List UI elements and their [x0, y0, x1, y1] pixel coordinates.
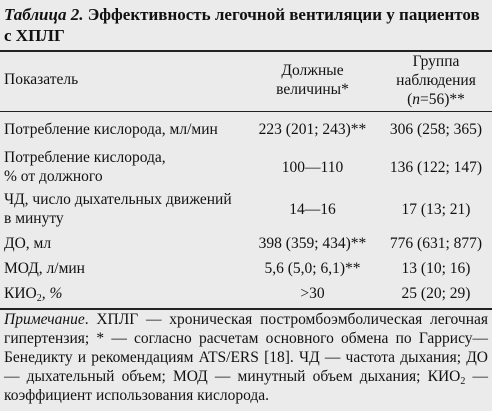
row-5-label: МОД, л/мин: [4, 260, 85, 277]
note-label: Примечание: [4, 311, 85, 328]
row-1-group: 306 (258; 365): [389, 121, 483, 138]
row-3-label: ЧД, число дыхательных движений в минуту: [4, 191, 232, 227]
row-3-expected: 14—16: [289, 201, 336, 218]
table-number: Таблица 2.: [4, 5, 84, 24]
table-note: Примечание. ХПЛГ — хроническая постромбоэмболическая легочная гипертензия; * — согласно расчетам основного обмена по Гаррису—Бенедикту и рекомендациям ATS/ERS [18]. ЧД — частота дыхания; ДО — дыхательный объем; МОД — минутный объем дыхания; $КИО_2$ — коэффициент использования кислорода.: [4, 311, 489, 404]
table-caption: [4, 4, 488, 46]
header-group: [380, 52, 492, 109]
header-expected: [250, 61, 375, 99]
header-group-line2: наблюдения: [396, 72, 476, 89]
row-4-expected: 398 (359; 434)**: [258, 235, 367, 252]
row-1-label: Потребление кислорода, мл/мин: [4, 121, 218, 138]
row-4-label: ДО, мл: [4, 235, 52, 252]
header-group-n: (n=56)**: [407, 91, 465, 108]
row-1-expected: 223 (201; 243)**: [258, 121, 367, 138]
row-6-group: 25 (20; 29): [401, 285, 471, 302]
row-2-expected: 100—110: [281, 159, 344, 176]
row-6-label: $КИО_2$, %: [4, 285, 63, 304]
row-4-group: 776 (631; 877): [389, 235, 483, 252]
row-2-group: 136 (122; 147): [389, 159, 483, 176]
row-6-expected: >30: [300, 285, 325, 302]
table-title: Эффективность легочной вентиляции у пациентов с ХПЛГ: [4, 5, 480, 45]
row-3-group: 17 (13; 21): [401, 201, 471, 218]
row-5-group: 13 (10; 16): [401, 260, 471, 277]
header-expected-line1: Должные: [281, 62, 344, 79]
header-expected-line2: величины*: [276, 81, 349, 98]
header-rule: [0, 111, 492, 112]
row-2-label: Потребление кислорода, % от должного: [4, 149, 166, 185]
row-5-expected: 5,6 (5,0; 6,1)**: [264, 260, 361, 277]
header-group-line1: Группа: [412, 53, 460, 70]
header-indicator: Показатель: [4, 71, 79, 88]
